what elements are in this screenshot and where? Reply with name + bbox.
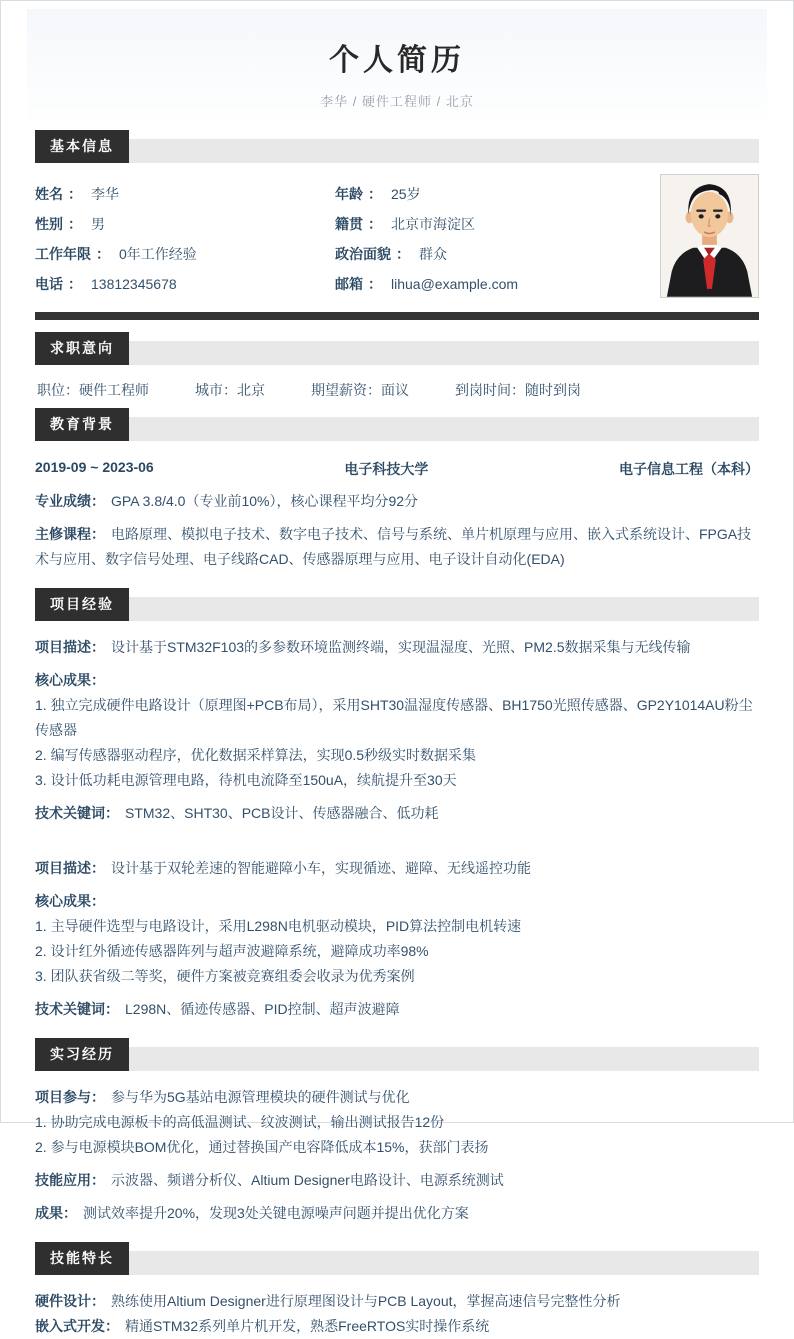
intent-position: 职位：硬件工程师: [37, 382, 149, 398]
project-results-label: 核心成果：: [35, 893, 105, 909]
internship-item: 2. 参与电源模块BOM优化，通过替换国产电容降低成本15%，获部门表扬: [35, 1139, 489, 1155]
project-keywords: 技术关键词： L298N、循迹传感器、PID控制、超声波避障: [35, 1001, 400, 1017]
project-description: 项目描述： 设计基于双轮差速的智能避障小车，实现循迹、避障、无线遥控功能: [35, 860, 531, 876]
project-result-item: 1. 独立完成硬件电路设计（原理图+PCB布局），采用SHT30温湿度传感器、BH1750光照传感器、GP2Y1014AU粉尘传感器: [35, 697, 753, 738]
basic-field-experience: 工作年限 ： 0年工作经验: [35, 246, 197, 262]
project-result-item: 3. 团队获省级二等奖，硬件方案被竞赛组委会收录为优秀案例: [35, 968, 415, 984]
resume-content: [1, 130, 793, 1339]
education-gpa-line: 专业成绩： GPA 3.8/4.0（专业前10%），核心课程平均分92分: [35, 493, 419, 509]
project-item: [35, 856, 759, 1022]
project-item: [35, 635, 759, 826]
internship-skills: 技能应用： 示波器、频谱分析仪、Altium Designer电路设计、电源系统测试: [35, 1172, 504, 1188]
section-badge: 教育背景: [35, 408, 129, 441]
intent-salary: 期望薪资：面议: [311, 382, 409, 398]
basic-info-grid: [35, 179, 648, 299]
basic-field-political-status: 政治面貌 ： 群众: [335, 246, 447, 262]
education-courses-line: 主修课程： 电路原理、模拟电子技术、数字电子技术、信号与系统、单片机原理与应用、嵌入式系统设计、FPGA技术与应用、数字信号处理、电子线路CAD、传感器原理与应用、电子设计自动化(EDA): [35, 526, 752, 567]
basic-field-hometown: 籍贯 ： 北京市海淀区: [335, 216, 475, 232]
job-intention-row: [35, 365, 759, 408]
section-badge: 求职意向: [35, 332, 129, 365]
education-period: 2019-09 ~ 2023-06: [35, 459, 154, 475]
section-heading-projects: [35, 588, 759, 621]
intent-city: 城市：北京: [195, 382, 265, 398]
section-heading-job-intention: [35, 332, 759, 365]
internship-outcome: 成果： 测试效率提升20%，发现3处关键电源噪声问题并提出优化方案: [35, 1205, 469, 1221]
section-badge: 实习经历: [35, 1038, 129, 1071]
profile-photo: [660, 174, 759, 298]
project-result-item: 1. 主导硬件选型与电路设计，采用L298N电机驱动模块，PID算法控制电机转速: [35, 918, 522, 934]
section-heading-education: [35, 408, 759, 441]
page-subtitle: 李华 / 硬件工程师 / 北京: [320, 94, 474, 109]
section-bar-background: [35, 341, 759, 365]
project-keywords: 技术关键词： STM32、SHT30、PCB设计、传感器融合、低功耗: [35, 805, 439, 821]
basic-field-gender: 性别 ： 男: [35, 216, 105, 232]
basic-field-age: 年龄 ： 25岁: [335, 186, 421, 202]
section-badge: 项目经验: [35, 588, 129, 621]
project-results-label: 核心成果：: [35, 672, 105, 688]
education-school: 电子科技大学: [344, 461, 429, 477]
project-result-item: 2. 编写传感器驱动程序，优化数据采样算法，实现0.5秒级实时数据采集: [35, 747, 477, 763]
section-badge: 技能特长: [35, 1242, 129, 1275]
section-bar-background: [35, 1047, 759, 1071]
basic-field-phone: 电话 ： 13812345678: [35, 276, 177, 292]
profile-photo-illustration: [661, 175, 758, 297]
intent-availability: 到岗时间：随时到岗: [455, 382, 581, 398]
skill-hardware-design: 硬件设计： 熟练使用Altium Designer进行原理图设计与PCB Layout，掌握高速信号完整性分析: [35, 1293, 621, 1309]
section-heading-skills: [35, 1242, 759, 1275]
basic-field-name: 姓名 ： 李华: [35, 186, 119, 202]
education-major: 电子信息工程（本科）: [619, 461, 759, 477]
page-title: 个人简历: [329, 44, 465, 77]
internship-item: 1. 协助完成电源板卡的高低温测试、纹波测试，输出测试报告12份: [35, 1114, 445, 1130]
project-result-item: 2. 设计红外循迹传感器阵列与超声波避障系统，避障成功率98%: [35, 943, 429, 959]
section-bar-background: [35, 139, 759, 163]
project-result-item: 3. 设计低功耗电源管理电路，待机电流降至150uA，续航提升至30天: [35, 772, 457, 788]
basic-field-email: 邮箱 ： lihua@example.com: [335, 276, 519, 292]
section-badge: 基本信息: [35, 130, 129, 163]
section-bar-background: [35, 1251, 759, 1275]
skill-embedded-dev: 嵌入式开发： 精通STM32系列单片机开发，熟悉FreeRTOS实时操作系统: [35, 1318, 490, 1334]
section-bar-background: [35, 597, 759, 621]
section-heading-internship: [35, 1038, 759, 1071]
education-summary-row: [35, 459, 759, 479]
section-bar-background: [35, 417, 759, 441]
resume-header: [27, 9, 767, 130]
project-description: 项目描述： 设计基于STM32F103的多参数环境监测终端，实现温湿度、光照、PM2.5数据采集与无线传输: [35, 639, 691, 655]
internship-participation: 项目参与： 参与华为5G基站电源管理模块的硬件测试与优化: [35, 1089, 410, 1105]
basic-info-block: [35, 163, 759, 299]
section-divider: [35, 312, 759, 320]
section-heading-basic-info: [35, 130, 759, 163]
